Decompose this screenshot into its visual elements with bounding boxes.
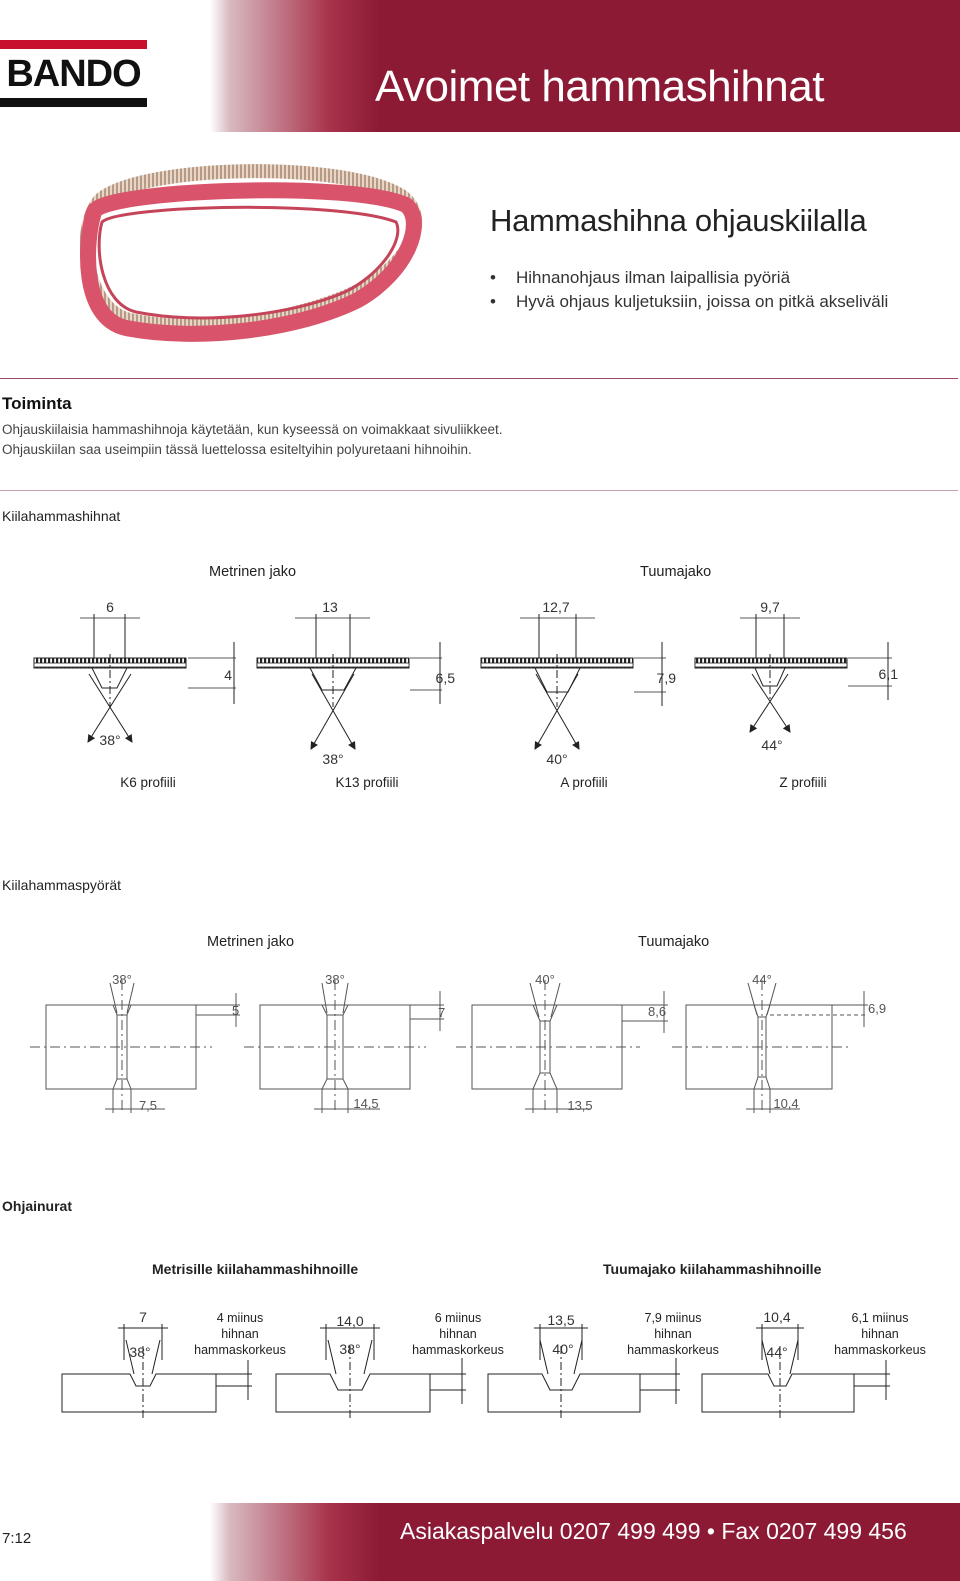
section-heading-toiminta: Toiminta (2, 394, 72, 413)
logo-red-bar (0, 40, 147, 49)
dim-width: 12,7 (542, 599, 570, 615)
guide-note-line: 6 miinus (434, 1311, 482, 1325)
dim-width: 6 (106, 599, 114, 615)
pulley-angle: 44° (752, 972, 772, 987)
guide-note-line: hammaskorkeus (412, 1343, 504, 1357)
guide-note (180, 1310, 300, 1358)
pulley-angle: 38° (112, 972, 132, 987)
group-label-inch: Tuumajako (638, 934, 710, 950)
contact-info: Asiakaspalvelu 0207 499 499 • Fax 0207 499 456 (400, 1518, 907, 1544)
belt-profiles-diagram (0, 592, 960, 772)
section-divider (0, 378, 958, 379)
section-heading-guides: Ohjainurat (2, 1198, 73, 1214)
dim-height: 6,5 (435, 670, 455, 686)
pulley-1 (30, 980, 240, 1113)
pulley-angle: 40° (535, 972, 555, 987)
product-title: Hammashihna ohjauskiilalla (490, 203, 867, 238)
profile-name: Z profiili (779, 775, 827, 790)
guide-angle: 40° (552, 1341, 574, 1357)
belt-profile-a (481, 614, 666, 749)
profile-name: K6 profiili (120, 775, 176, 790)
pulley-depth: 6,9 (868, 1001, 887, 1016)
dim-angle: 38° (322, 751, 344, 767)
guide-note-line: 4 miinus (216, 1311, 264, 1325)
pulley-depth: 7 (438, 1005, 446, 1020)
dim-width: 13 (322, 599, 338, 615)
pulley-width: 10,4 (773, 1096, 799, 1111)
group-label-inch: Tuumajako (640, 564, 712, 580)
guide-width: 14,0 (336, 1313, 364, 1329)
group-label-inch: Tuumajako kiilahammashihnoille (603, 1261, 822, 1277)
group-label-metric: Metrisille kiilahammashihnoille (152, 1261, 359, 1277)
pulley-width: 7,5 (138, 1098, 158, 1113)
guide-width: 7 (139, 1309, 147, 1325)
dim-height: 6,1 (878, 666, 898, 682)
page-number: 7:12 (2, 1530, 32, 1547)
belt-profile-k13 (257, 614, 442, 749)
guide-note-line: hammaskorkeus (194, 1343, 286, 1357)
pulley-depth: 8,6 (648, 1004, 667, 1019)
guide-note-line: hihnan (439, 1327, 477, 1341)
pulley-diagram (0, 965, 960, 1125)
dim-width: 9,7 (760, 599, 780, 615)
guide-note (613, 1310, 733, 1358)
dim-height: 4 (224, 667, 232, 683)
guide-note (398, 1310, 518, 1358)
bullet-item: • Hyvä ohjaus kuljetuksiin, joissa on pitkä akseliväli (516, 292, 888, 312)
guide-note-line: hihnan (221, 1327, 259, 1341)
belt-profile-k6 (34, 614, 236, 742)
guide-note-line: hihnan (654, 1327, 692, 1341)
toiminta-line: Ohjauskiilan saa useimpiin tässä luettelossa esiteltyihin polyuretaani hihnoihin. (2, 442, 472, 457)
bullet-item: • Hihnanohjaus ilman laipallisia pyöriä (516, 268, 790, 288)
pulley-angle: 38° (325, 972, 345, 987)
pulley-4 (672, 980, 868, 1113)
dim-angle: 40° (546, 751, 568, 767)
guide-angle: 38° (339, 1341, 361, 1357)
guide-note-line: 6,1 miinus (851, 1311, 909, 1325)
pulley-2 (244, 980, 444, 1113)
profile-name: A profiili (560, 775, 608, 790)
logo-black-bar (0, 98, 147, 107)
section-divider (0, 490, 958, 491)
profile-name: K13 profiili (335, 775, 399, 790)
group-label-metric: Metrinen jako (207, 934, 295, 950)
guide-note-line: hihnan (861, 1327, 899, 1341)
page-title: Avoimet hammashihnat (375, 62, 824, 111)
guide-width: 13,5 (547, 1312, 575, 1328)
guide-angle: 44° (766, 1344, 788, 1360)
guide-note-line: hammaskorkeus (627, 1343, 719, 1357)
logo-text: BANDO (6, 53, 141, 95)
belt-profile-z (695, 614, 892, 732)
guide-note-line: 7,9 miinus (644, 1311, 702, 1325)
pulley-3 (456, 980, 668, 1113)
section-heading-pulleys: Kiilahammaspyörät (2, 877, 122, 893)
guide-angle: 38° (129, 1344, 151, 1360)
bando-logo (0, 40, 147, 108)
dim-angle: 44° (761, 737, 783, 753)
guide-note (820, 1310, 940, 1358)
toiminta-line: Ohjauskiilaisia hammashihnoja käytetään, kun kyseessä on voimakkaat sivuliikkeet. (2, 422, 503, 437)
group-label-metric: Metrinen jako (209, 564, 297, 580)
pulley-width: 14,5 (353, 1096, 379, 1111)
dim-angle: 38° (99, 732, 121, 748)
pulley-depth: 5 (232, 1003, 240, 1018)
pulley-width: 13,5 (567, 1098, 593, 1113)
guide-width: 10,4 (763, 1309, 791, 1325)
dim-height: 7,9 (656, 670, 676, 686)
guide-note-line: hammaskorkeus (834, 1343, 926, 1357)
red-toothed-belt-image (80, 160, 425, 345)
section-heading-belts: Kiilahammashihnat (2, 508, 121, 524)
